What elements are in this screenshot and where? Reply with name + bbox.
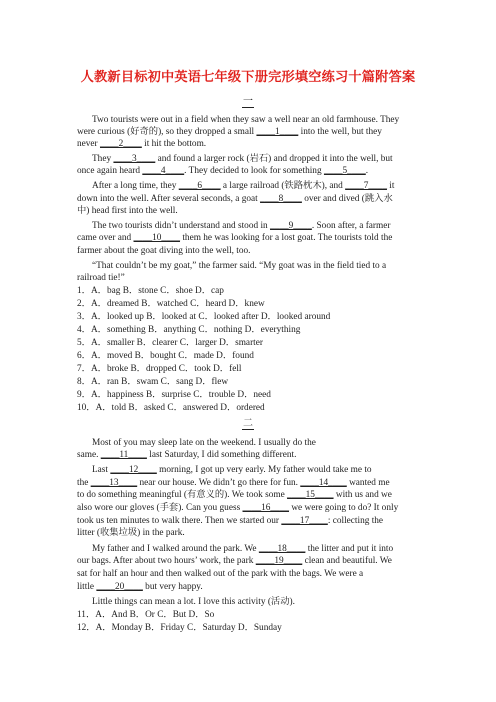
- blank-number: ____18____: [258, 544, 306, 554]
- document-title: 人教新目标初中英语七年级下册完形填空练习十篇附答案: [80, 70, 416, 85]
- text-line: [77, 205, 178, 217]
- blank-number: ____10____: [133, 233, 181, 243]
- blank-number: ____4____: [142, 166, 185, 176]
- line-text: sat for half an hour and then walked out of the park with the bags. We were a: [77, 569, 364, 579]
- text-line: [92, 220, 390, 232]
- text-line: [77, 337, 263, 349]
- line-text: our bags. After about two hours’ work, the park: [77, 556, 256, 566]
- section-heading-1: 一: [243, 96, 253, 107]
- line-text: The two tourists didn’t understand and stood in: [92, 221, 271, 231]
- line-text: . Soon after, a farmer: [311, 221, 391, 231]
- line-text: them he was looking for a lost goat. The tourists told the: [180, 233, 393, 243]
- line-text: Little things can mean a lot. I love this activity (活动).: [92, 597, 295, 607]
- line-text: took us ten minutes to walk there. Then we started our: [77, 516, 282, 526]
- text-line: [92, 543, 393, 555]
- text-line: [77, 272, 125, 284]
- text-line: [77, 285, 224, 297]
- text-line: [77, 138, 206, 150]
- text-line: [77, 350, 254, 362]
- text-line: [77, 389, 271, 401]
- line-text: 5．A．smaller B．clearer C．larger D．smarter: [77, 338, 263, 348]
- text-line: [92, 437, 316, 449]
- text-line: [77, 311, 330, 323]
- text-line: [77, 363, 241, 375]
- line-text: Most of you may sleep late on the weekend. I usually do the: [92, 438, 316, 448]
- line-text: the litter and put it into: [305, 544, 394, 554]
- line-text: we were going to do? It only: [289, 503, 399, 513]
- line-text: morning, I got up very early. My father would take me to: [156, 465, 372, 475]
- blank-number: ____17____: [281, 516, 328, 526]
- blank-number: ____5____: [323, 166, 366, 176]
- line-text: it hit the bottom.: [141, 139, 207, 149]
- line-text: over and dived (跳入水: [301, 194, 393, 204]
- text-line: [77, 622, 282, 634]
- text-line: [77, 489, 392, 501]
- line-text: 9．A．happiness B．surprise C．trouble D．need: [77, 390, 271, 400]
- line-text: down into the well. After several seconds, a goat: [77, 194, 261, 204]
- blank-number: ____11____: [100, 450, 147, 460]
- line-text: . They decided to look for something: [184, 166, 324, 176]
- text-line: [77, 609, 214, 621]
- blank-number: ____12____: [110, 465, 157, 475]
- line-text: wanted me: [346, 478, 390, 488]
- line-text: 4．A．something B．anything C．nothing D．everything: [77, 325, 301, 335]
- blank-number: ____8____: [260, 194, 302, 204]
- text-line: [77, 126, 382, 138]
- text-line: [77, 193, 393, 205]
- line-text: They: [92, 154, 114, 164]
- line-text: railroad tie!”: [77, 273, 125, 283]
- line-text: 7．A．broke B．dropped C．took D．fell: [77, 364, 242, 374]
- line-text: the: [77, 478, 91, 488]
- line-text: .: [365, 166, 369, 176]
- line-text: 2．A．dreamed B．watched C．heard D．knew: [77, 299, 265, 309]
- line-text: After a long time, they: [92, 181, 179, 191]
- line-text: were curious (好奇的), so they dropped a small: [77, 127, 257, 137]
- blank-number: ____2____: [99, 139, 142, 149]
- line-text: once again heard: [77, 166, 143, 176]
- line-text: farmer about the goat diving into the well, too.: [77, 246, 251, 256]
- line-text: to do something meaningful (有意义的). We took some: [77, 490, 288, 500]
- blank-number: ____1____: [256, 127, 299, 137]
- blank-number: ____15____: [287, 490, 334, 500]
- text-line: [77, 165, 368, 177]
- text-line: [77, 449, 296, 461]
- line-text: 11．A．And B．Or C．But D．So: [77, 610, 215, 620]
- line-text: “That couldn’t be my goat,” the farmer said. “My goat was in the field tied to a: [92, 261, 387, 271]
- text-line: [77, 477, 390, 489]
- line-text: Last: [92, 465, 111, 475]
- blank-number: ____9____: [270, 221, 312, 231]
- line-text: 10．A．told B．asked C．answered D．ordered: [77, 403, 265, 413]
- text-line: [77, 245, 251, 257]
- line-text: My father and I walked around the park. We: [92, 544, 259, 554]
- line-text: it: [386, 181, 395, 191]
- line-text: Two tourists were out in a field when they saw a well near an old farmhouse. They: [92, 115, 400, 125]
- line-text: also wore our gloves (手套). Can you guess: [77, 503, 243, 513]
- line-text: 12．A．Monday B．Friday C．Saturday D．Sunday: [77, 623, 282, 633]
- blank-number: ____19____: [255, 556, 303, 566]
- section-heading-2: 二: [243, 418, 253, 429]
- line-text: last Saturday, I did something different.: [146, 450, 297, 460]
- line-text: clean and beautiful. We: [302, 556, 392, 566]
- line-text: never: [77, 139, 100, 149]
- line-text: same.: [77, 450, 101, 460]
- blank-number: ____6____: [178, 181, 221, 191]
- line-text: little: [77, 582, 97, 592]
- line-text: near our house. We didn’t go there for fun.: [137, 478, 301, 488]
- blank-number: ____13____: [90, 478, 138, 488]
- text-line: [77, 527, 185, 539]
- line-text: 3．A．looked up B．looked at C．looked after D．looked around: [77, 312, 331, 322]
- text-line: [92, 260, 386, 272]
- line-text: but very happy.: [142, 582, 203, 592]
- text-line: [92, 153, 393, 165]
- blank-number: ____20____: [96, 582, 143, 592]
- text-line: [92, 596, 295, 608]
- line-text: litter (收集垃圾) in the park.: [77, 528, 185, 538]
- line-text: : collecting the: [327, 516, 384, 526]
- line-text: and found a larger rock (岩石) and dropped it into the well, but: [155, 154, 393, 164]
- blank-number: ____3____: [113, 154, 156, 164]
- text-line: [77, 376, 228, 388]
- text-line: [77, 232, 392, 244]
- line-text: 6．A．moved B．bought C．made D．found: [77, 351, 254, 361]
- line-text: into the well, but they: [298, 127, 382, 137]
- line-text: 中) head first into the well.: [77, 206, 178, 216]
- text-line: [77, 502, 398, 514]
- text-line: [92, 180, 394, 192]
- text-line: [77, 298, 265, 310]
- line-text: 8．A．ran B．swam C．sang D．flew: [77, 377, 229, 387]
- text-line: [77, 555, 392, 567]
- text-line: [92, 114, 399, 126]
- text-line: [92, 464, 372, 476]
- line-text: 1．A．bag B．stone C．shoe D．cap: [77, 286, 224, 296]
- line-text: a large railroad (铁路枕木), and: [220, 181, 346, 191]
- text-line: [77, 515, 383, 527]
- blank-number: ____7____: [345, 181, 387, 191]
- text-line: [77, 402, 265, 414]
- text-line: [77, 581, 203, 593]
- line-text: came over and: [77, 233, 134, 243]
- blank-number: ____14____: [300, 478, 347, 488]
- text-line: [77, 324, 300, 336]
- text-line: [77, 568, 363, 580]
- line-text: with us and we: [333, 490, 392, 500]
- blank-number: ____16____: [242, 503, 289, 513]
